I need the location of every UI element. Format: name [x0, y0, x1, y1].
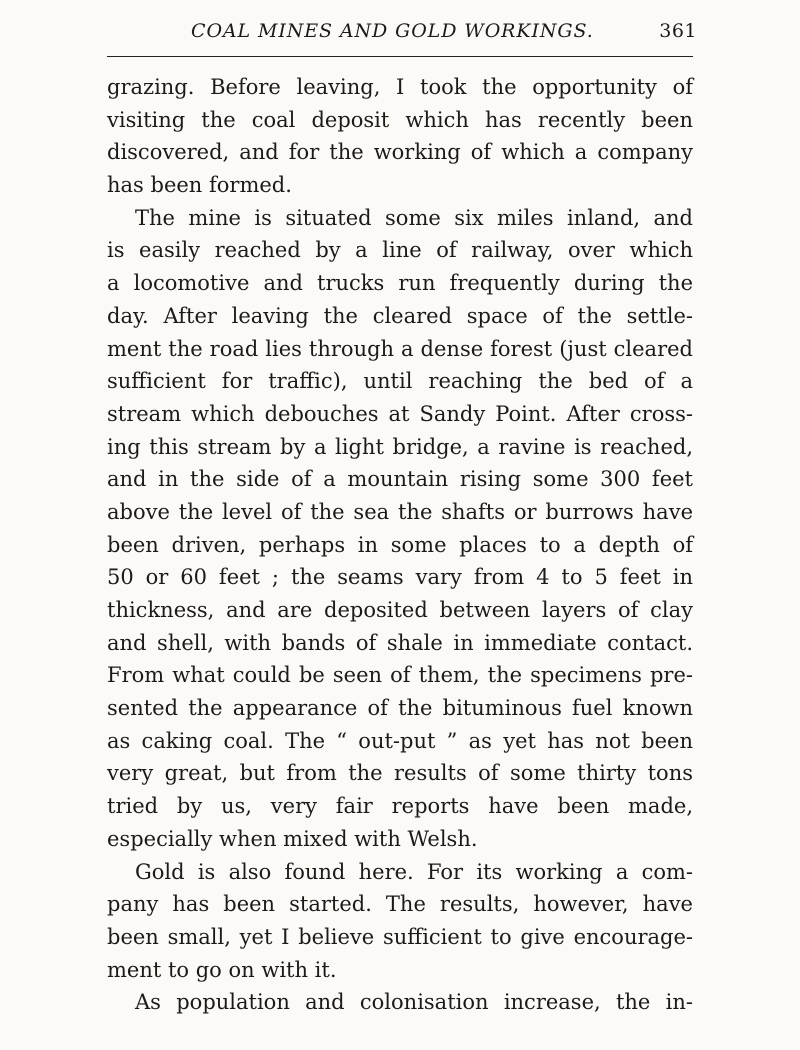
text-line: visiting the coal deposit which has recently been	[107, 107, 693, 132]
text-line: a locomotive and trucks run frequently during the	[107, 271, 693, 296]
text-line: sufficient for traffic), until reaching the bed of a	[107, 369, 693, 394]
text-line: ing this stream by a light bridge, a ravine is reached,	[107, 434, 693, 459]
text-line: grazing. Before leaving, I took the opportunity of	[107, 75, 693, 99]
text-line: stream which debouches at Sandy Point. After cross-	[107, 401, 693, 426]
text-line: As population and colonisation increase, the in-	[135, 990, 693, 1015]
text-line: ment to go on with it.	[107, 957, 337, 982]
page-number: 361	[659, 20, 697, 42]
text-line: as caking coal. The “ out-put ” as yet has not been	[107, 728, 693, 753]
text-line: and shell, with bands of shale in immediate contact.	[107, 630, 693, 655]
header-rule	[107, 56, 693, 57]
text-line: is easily reached by a line of railway, over which	[107, 238, 693, 263]
running-title: COAL MINES AND GOLD WORKINGS.	[191, 20, 594, 42]
text-line: especially when mixed with Welsh.	[107, 826, 478, 851]
text-line: tried by us, very fair reports have been made,	[107, 794, 693, 819]
text-line: Gold is also found here. For its working a com-	[135, 859, 693, 884]
body-text	[107, 71, 693, 1019]
text-line: been small, yet I believe sufficient to give encourage-	[107, 924, 693, 949]
text-line: discovered, and for the working of which a company	[107, 140, 693, 165]
text-line: pany has been started. The results, however, have	[107, 892, 693, 917]
text-line: From what could be seen of them, the specimens pre-	[107, 663, 693, 688]
text-line: The mine is situated some six miles inland, and	[135, 205, 693, 230]
text-line: been driven, perhaps in some places to a depth of	[107, 532, 693, 557]
text-line: thickness, and are deposited between layers of clay	[107, 598, 693, 622]
text-line: ment the road lies through a dense forest (just cleared	[107, 336, 693, 361]
page-header	[107, 20, 697, 50]
text-line: and in the side of a mountain rising some 300 feet	[107, 467, 693, 492]
text-line: very great, but from the results of some thirty tons	[107, 761, 693, 786]
text-line: above the level of the sea the shafts or burrows have	[107, 499, 693, 524]
text-line: has been formed.	[107, 173, 292, 198]
text-line: day. After leaving the cleared space of the settle-	[107, 303, 693, 328]
text-line: 50 or 60 feet ; the seams vary from 4 to 5 feet in	[107, 565, 693, 590]
text-line: sented the appearance of the bituminous fuel known	[107, 696, 693, 721]
